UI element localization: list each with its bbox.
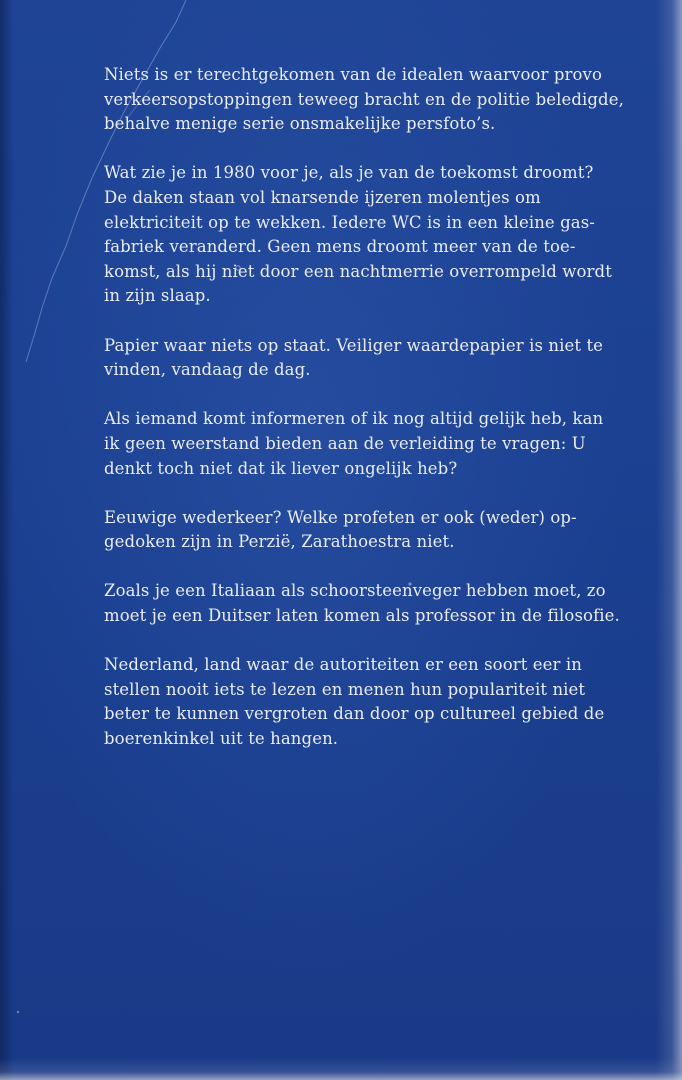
paragraph-papier bbox=[104, 334, 624, 383]
text-line: De daken staan vol knarsende ijzeren molentjes om bbox=[104, 187, 541, 207]
text-line: ik geen weerstand bieden aan de verleiding te vragen: U bbox=[104, 433, 586, 453]
paragraph-nederland bbox=[104, 653, 624, 751]
paragraph-gelijk bbox=[104, 407, 624, 481]
paragraph-toekomst bbox=[104, 161, 624, 309]
text-line: elektriciteit op te wekken. Iedere WC is in een kleine gas- bbox=[104, 212, 595, 232]
text-line: gedoken zijn in Perzië, Zarathoestra niet. bbox=[104, 532, 455, 552]
text-line: vinden, vandaag de dag. bbox=[104, 360, 311, 380]
text-line: denkt toch niet dat ik liever ongelijk heb? bbox=[104, 458, 458, 478]
text-line: Als iemand komt informeren of ik nog altijd gelijk heb, kan bbox=[104, 409, 604, 429]
text-line: Papier waar niets op staat. Veiliger waardepapier is niet te bbox=[104, 335, 604, 355]
text-line: komst, als hij niet door een nachtmerrie overrompeld wordt bbox=[104, 261, 612, 281]
text-line: in zijn slaap. bbox=[104, 286, 211, 306]
text-line: Wat zie je in 1980 voor je, als je van de toekomst droomt? bbox=[104, 163, 594, 183]
back-cover-text bbox=[104, 63, 624, 776]
text-line: verkeersopstoppingen teweeg bracht en de politie beledigde, bbox=[104, 89, 624, 109]
text-line: behalve menige serie onsmakelijke persfoto’s. bbox=[104, 114, 496, 134]
text-line: Eeuwige wederkeer? Welke profeten er ook (weder) op- bbox=[104, 507, 577, 527]
paragraph-provo bbox=[104, 63, 624, 137]
text-line: fabriek veranderd. Geen mens droomt meer van de toe- bbox=[104, 237, 576, 257]
paragraph-italiaan bbox=[104, 579, 624, 628]
text-line: Zoals je een Italiaan als schoorsteenveger hebben moet, zo bbox=[104, 581, 606, 601]
paragraph-wederkeer bbox=[104, 506, 624, 555]
text-line: beter te kunnen vergroten dan door op cultureel gebied de bbox=[104, 704, 605, 724]
text-line: stellen nooit iets te lezen en menen hun populariteit niet bbox=[104, 679, 586, 699]
text-line: boerenkinkel uit te hangen. bbox=[104, 729, 339, 749]
text-line: moet je een Duitser laten komen als professor in de filosofie. bbox=[104, 606, 620, 626]
text-line: Niets is er terechtgekomen van de idealen waarvoor provo bbox=[104, 65, 602, 84]
text-line: Nederland, land waar de autoriteiten er een soort eer in bbox=[104, 655, 582, 675]
